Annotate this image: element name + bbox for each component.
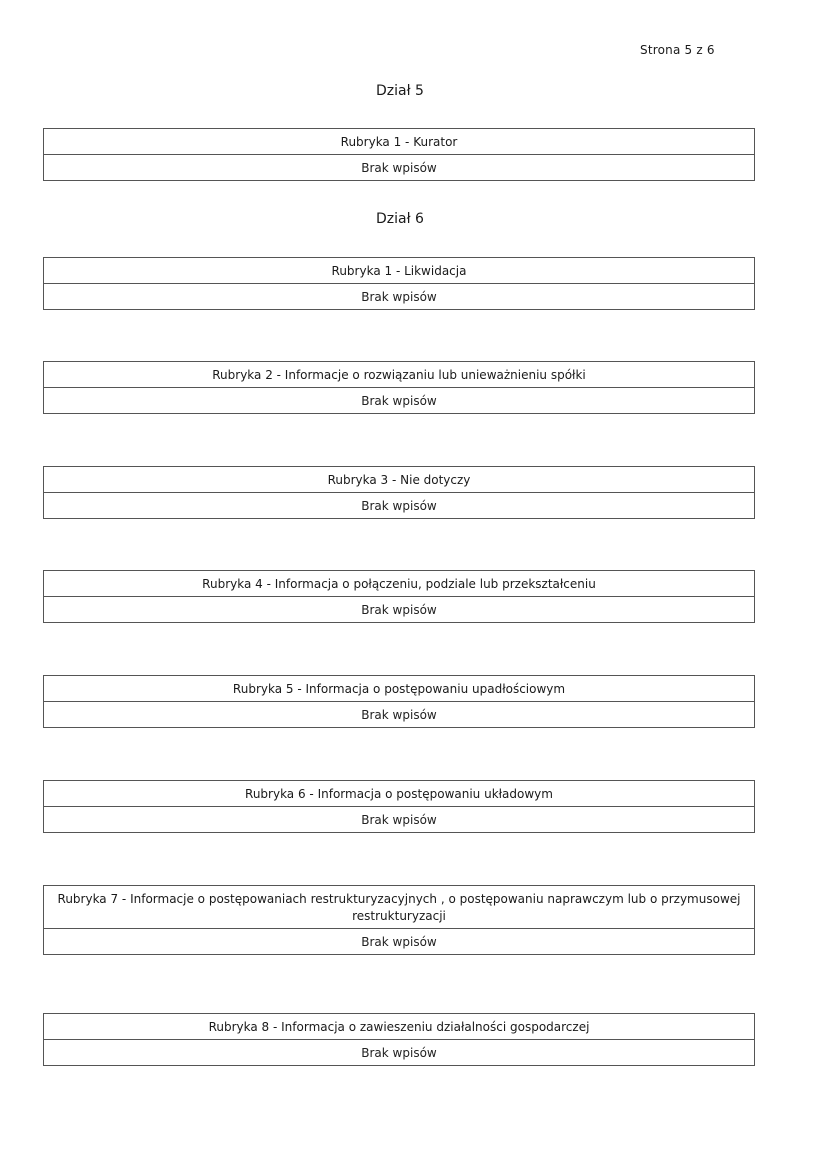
rubric-content: Brak wpisów [361, 394, 437, 408]
rubric-title: Rubryka 7 - Informacje o postępowaniach restrukturyzacyjnych , o postępowaniu naprawczym lub o przymusowej restrukturyzacji [44, 886, 754, 929]
rubric-title: Rubryka 1 - Likwidacja [44, 258, 754, 284]
rubric-content: Brak wpisów [361, 1046, 437, 1060]
rubric-content: Brak wpisów [361, 161, 437, 175]
rubric-content: Brak wpisów [361, 813, 437, 827]
section-title-dzial-5: Dział 5 [376, 83, 424, 99]
rubric-title: Rubryka 2 - Informacje o rozwiązaniu lub unieważnieniu spółki [44, 362, 754, 388]
section-title-dzial-6: Dział 6 [376, 211, 424, 227]
rubric-content: Brak wpisów [361, 708, 437, 722]
rubric-content: Brak wpisów [361, 603, 437, 617]
rubric-content: Brak wpisów [361, 499, 437, 513]
rubric-rozwiazanie-spolki [43, 361, 755, 414]
rubric-title: Rubryka 3 - Nie dotyczy [44, 467, 754, 493]
rubric-upadlosc [43, 675, 755, 728]
rubric-title: Rubryka 5 - Informacja o postępowaniu upadłościowym [44, 676, 754, 702]
rubric-title: Rubryka 6 - Informacja o postępowaniu układowym [44, 781, 754, 807]
rubric-title: Rubryka 8 - Informacja o zawieszeniu działalności gospodarczej [44, 1014, 754, 1040]
rubric-postepowanie-ukladowe [43, 780, 755, 833]
rubric-content: Brak wpisów [361, 290, 437, 304]
rubric-title: Rubryka 1 - Kurator [44, 129, 754, 155]
rubric-content: Brak wpisów [361, 935, 437, 949]
rubric-restrukturyzacja [43, 885, 755, 955]
page-number: Strona 5 z 6 [640, 43, 715, 57]
rubric-likwidacja [43, 257, 755, 310]
rubric-title: Rubryka 4 - Informacja o połączeniu, podziale lub przekształceniu [44, 571, 754, 597]
rubric-nie-dotyczy [43, 466, 755, 519]
rubric-kurator [43, 128, 755, 181]
rubric-zawieszenie-dzialalnosci [43, 1013, 755, 1066]
rubric-polaczenie-podzial [43, 570, 755, 623]
